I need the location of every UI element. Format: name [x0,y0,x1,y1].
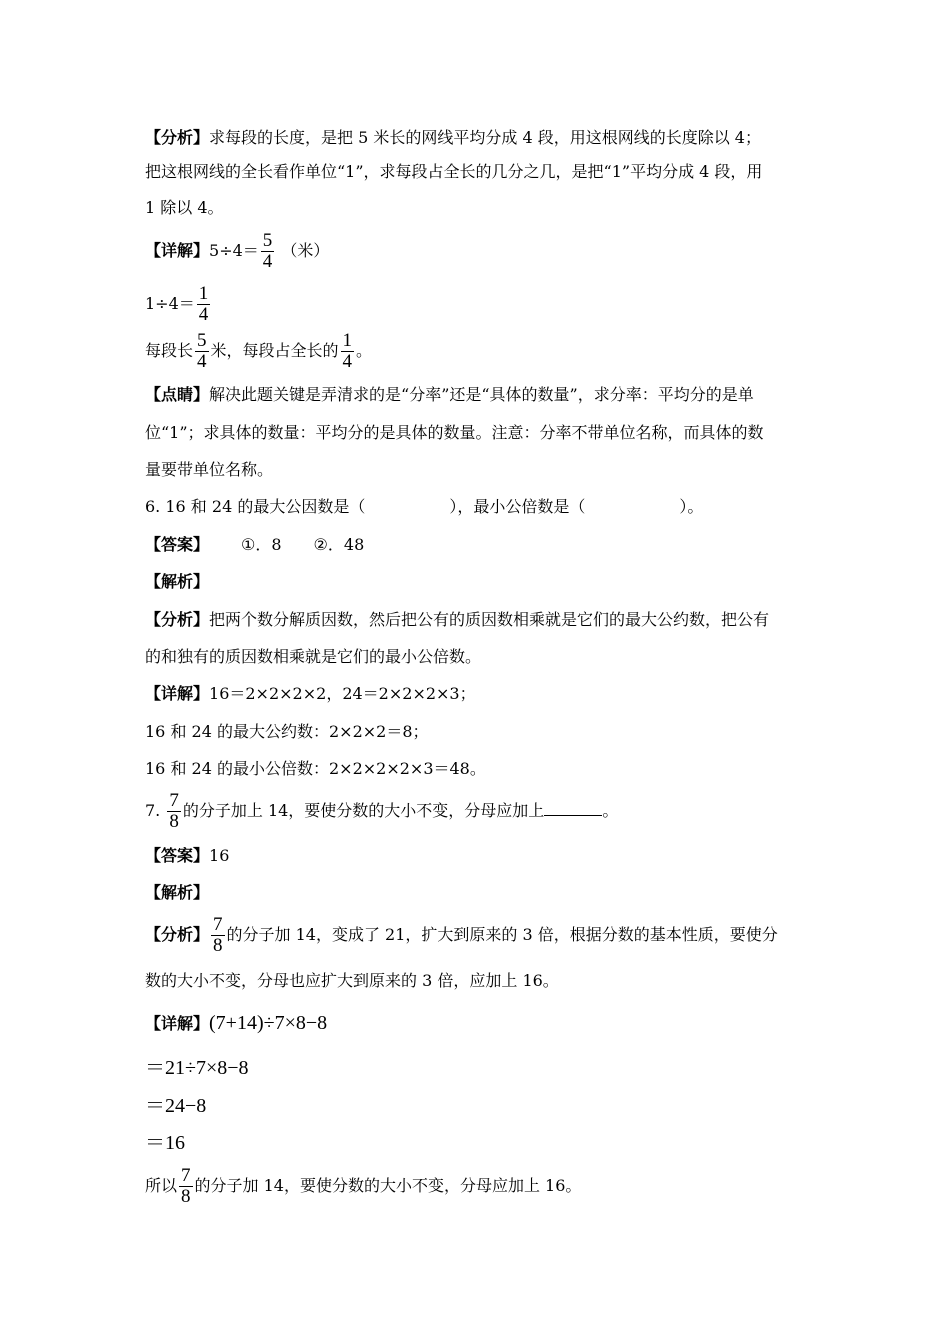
fraction-7-8: $\frac{7}{8}$ [181,1165,191,1207]
p5-detail-line-2: 1÷4＝ $\frac{1}{4}$ [145,283,209,325]
fraction-1-4: $\frac{1}{4}$ [198,283,209,325]
detail-tag: 【详解】 [145,1014,210,1033]
p5-analysis-line-2: 把这根网线的全长看作单位“1”，求每段占全长的几分之几，是把“1”平均分成 4 段，用 [145,162,763,181]
q6-answer: 【答案】 ①．8 ②．48 [145,535,365,554]
fraction-7-8: $\frac{7}{8}$ [169,790,179,832]
detail-tag: 【详解】 [145,684,210,703]
p5-conclusion: 每段长 $\frac{5}{4}$ 米，每段占全长的 $\frac{1}{4}$ 。 [145,330,373,372]
q6-detail-line-3: 16 和 24 的最小公倍数：2×2×2×2×3＝48。 [145,759,486,778]
q6-analysis-line-2: 的和独有的质因数相乘就是它们的最小公倍数。 [145,647,482,666]
p5-tip-line-1: 【点睛】解决此题关键是弄清求的是“分率”还是“具体的数量”，求分率：平均分的是单 [145,385,754,404]
q7-detail-step-1: 【详解】(7+14)÷7×8−8 [145,1012,328,1034]
analysis-tag: 【分析】 [145,128,210,147]
detail-tag: 【详解】 [145,241,210,260]
p5-analysis-line-3: 1 除以 4。 [145,198,224,217]
answer-blank [544,801,602,816]
q7-analysis-line-2: 数的大小不变，分母也应扩大到原来的 3 倍，应加上 16。 [145,971,559,990]
q6-detail-line-1: 【详解】16＝2×2×2×2，24＝2×2×2×3； [145,684,476,703]
q7-question: 7. $\frac{7}{8}$ 的分子加上 14，要使分数的大小不变，分母应加上 。 [145,790,619,832]
q6-question: 6. 16 和 24 的最大公因数是（ ），最小公倍数是（ ）。 [145,497,704,516]
fraction-5-4: $\frac{5}{4}$ [197,330,207,372]
answer-tag: 【答案】 [145,846,210,865]
q7-conclusion: 所以 $\frac{7}{8}$ 的分子加 14，要使分数的大小不变，分母应加上 16。 [145,1165,582,1207]
tip-tag: 【点睛】 [145,385,210,404]
q7-detail-step-3: ＝24−8 [145,1095,207,1117]
p5-tip-line-3: 量要带单位名称。 [145,460,274,479]
fraction-1-4: $\frac{1}{4}$ [342,330,353,372]
q6-jiexi-heading: 【解析】 [145,572,210,591]
fraction-7-8: $\frac{7}{8}$ [213,914,223,956]
q6-detail-line-2: 16 和 24 的最大公约数：2×2×2＝8； [145,722,429,741]
p5-tip-line-2: 位“1”；求具体的数量：平均分的是具体的数量。注意：分率不带单位名称，而具体的数 [145,423,764,442]
q7-detail-step-2: ＝21÷7×8−8 [145,1057,249,1079]
p5-detail-line-1: 【详解】5÷4＝ $\frac{5}{4}$ （米） [145,230,330,272]
q6-analysis-line-1: 【分析】把两个数分解质因数，然后把公有的质因数相乘就是它们的最大公约数，把公有 [145,610,770,629]
analysis-tag: 【分析】 [145,925,210,944]
answer-tag: 【答案】 [145,535,210,554]
q7-analysis-line-1: 【分析】 $\frac{7}{8}$ 的分子加 14，变成了 21，扩大到原来的 3 倍，根据分数的基本性质，要使分 [145,914,778,956]
analysis-tag: 【分析】 [145,610,210,629]
p5-analysis-line-1: 【分析】求每段的长度，是把 5 米长的网线平均分成 4 段，用这根网线的长度除以 4； [145,128,761,147]
fraction-5-4: $\frac{5}{4}$ [262,230,273,272]
q7-detail-step-4: ＝16 [145,1132,185,1154]
q7-jiexi-heading: 【解析】 [145,883,210,902]
q7-answer: 【答案】16 [145,846,230,865]
